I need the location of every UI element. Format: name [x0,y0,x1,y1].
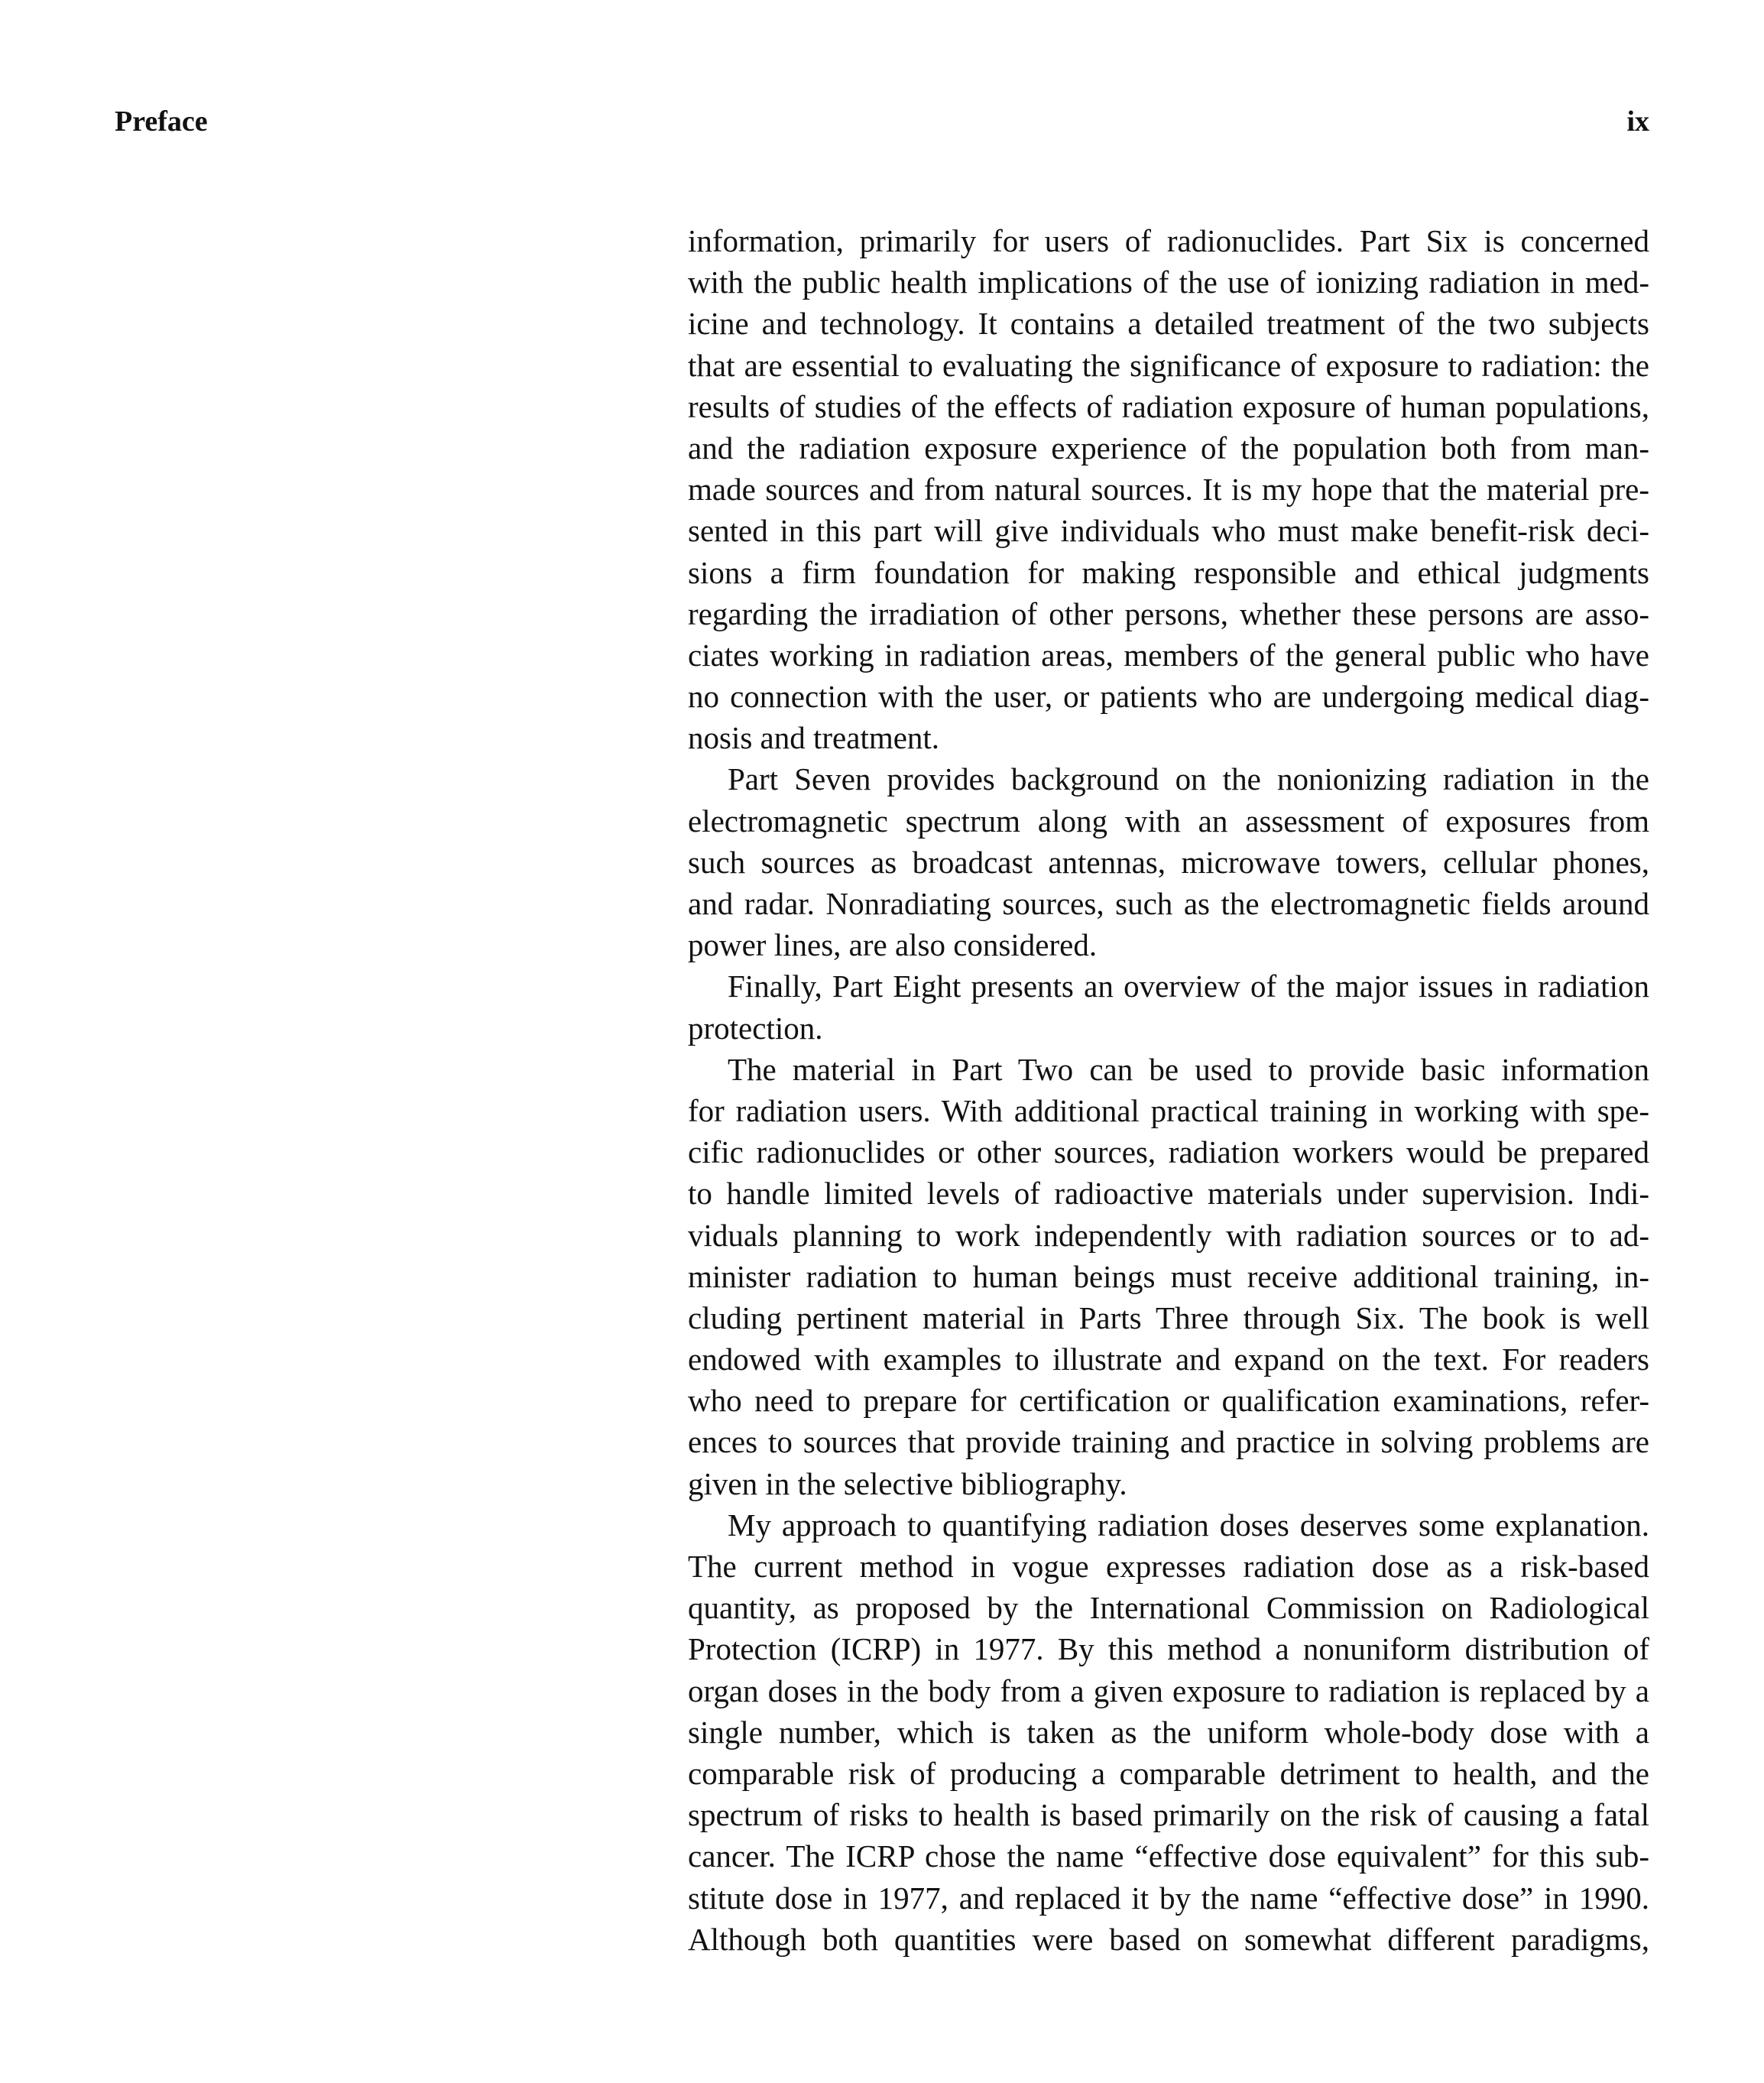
text-line: such sources as broadcast antennas, microwave towers, cellular phones, [688,844,1649,880]
text-line: no connection with the user, or patients who are undergoing medical diag- [688,679,1649,715]
text-line: single number, which is taken as the uniform whole-body dose with a [688,1714,1649,1750]
text-line: sented in this part will give individuals who must make benefit-risk deci- [688,513,1649,549]
text-line: cancer. The ICRP chose the name “effective dose equivalent” for this sub- [688,1838,1649,1874]
text-line: nosis and treatment. [688,720,940,756]
text-line: cluding pertinent material in Parts Three through Six. The book is well [688,1299,1649,1335]
text-line: regarding the irradiation of other persons, whether these persons are asso- [688,595,1649,631]
text-line: My approach to quantifying radiation doses deserves some explanation. [728,1507,1649,1543]
text-line: and the radiation exposure experience of the population both from man- [688,430,1649,466]
body-text-column [688,220,1649,1960]
text-line: The current method in vogue expresses radiation dose as a risk-based [688,1549,1649,1584]
text-line: viduals planning to work independently with radiation sources or to ad- [688,1217,1649,1253]
text-line: icine and technology. It contains a detailed treatment of the two subjects [688,306,1649,342]
page-number: ix [1626,105,1649,138]
text-line: that are essential to evaluating the significance of exposure to radiation: the [688,347,1649,383]
text-line: to handle limited levels of radioactive materials under supervision. Indi- [688,1176,1649,1212]
text-line: cific radionuclides or other sources, radiation workers would be prepared [688,1134,1649,1170]
text-line: comparable risk of producing a comparable detriment to health, and the [688,1755,1649,1791]
text-line: protection. [688,1010,823,1046]
text-line: endowed with examples to illustrate and expand on the text. For readers [688,1342,1649,1377]
text-line: and radar. Nonradiating sources, such as the electromagnetic fields around [688,886,1649,921]
text-line: organ doses in the body from a given exposure to radiation is replaced by a [688,1673,1649,1708]
text-line: spectrum of risks to health is based primarily on the risk of causing a fatal [688,1797,1649,1833]
text-line: Finally, Part Eight presents an overview of the major issues in radiation [728,968,1649,1004]
text-line: ciates working in radiation areas, members of the general public who have [688,637,1649,673]
text-line: results of studies of the effects of radiation exposure of human populations, [688,388,1649,424]
text-line: who need to prepare for certification or qualification examinations, refer- [688,1383,1649,1419]
text-line: information, primarily for users of radionuclides. Part Six is concerned [688,223,1649,258]
text-line: Although both quantities were based on somewhat different paradigms, [688,1921,1649,1957]
text-line: given in the selective bibliography. [688,1465,1127,1501]
text-line: stitute dose in 1977, and replaced it by the name “effective dose” in 1990. [688,1880,1649,1916]
text-line: minister radiation to human beings must receive additional training, in- [688,1258,1649,1294]
text-line: sions a firm foundation for making responsible and ethical judgments [688,554,1649,590]
text-line: Protection (ICRP) in 1977. By this method a nonuniform distribution of [688,1631,1649,1667]
text-line: Part Seven provides background on the nonionizing radiation in the [728,761,1649,797]
text-line: electromagnetic spectrum along with an assessment of exposures from [688,803,1649,839]
text-line: for radiation users. With additional practical training in working with spe- [688,1092,1649,1128]
text-line: The material in Part Two can be used to provide basic information [728,1051,1649,1087]
text-line: power lines, are also considered. [688,927,1098,963]
text-line: ences to sources that provide training and practice in solving problems are [688,1424,1649,1460]
text-line: quantity, as proposed by the International Commission on Radiological [688,1590,1649,1626]
running-head-title: Preface [115,105,208,138]
text-line: made sources and from natural sources. It is my hope that the material pre- [688,472,1649,508]
text-line: with the public health implications of the use of ionizing radiation in med- [688,264,1649,300]
